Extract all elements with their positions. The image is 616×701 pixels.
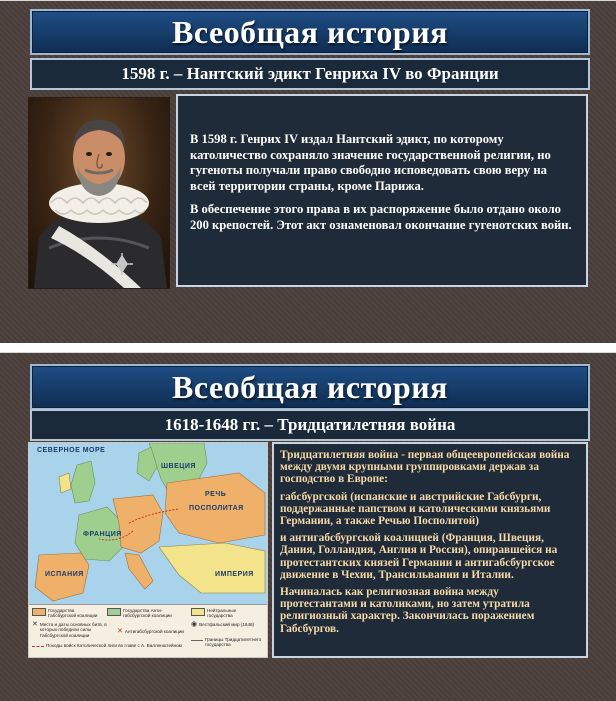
map-label-sea: СЕВЕРНОЕ МОРЕ	[37, 447, 106, 454]
slide-1-subtitle: 1598 г. – Нантский эдикт Генриха IV во Франции	[30, 58, 590, 90]
legend-item	[117, 629, 187, 634]
legend-text: Границы Тридцатилетнего государства	[205, 637, 262, 648]
legend-item	[191, 622, 263, 627]
legend-item	[107, 608, 185, 619]
paragraph: Тридцатилетняя война - первая общеевропейская война между двумя крупными группировками держав за господство в Европе:	[280, 449, 570, 486]
paragraph: Начиналась как религиозная война между протестантами и католиками, но затем утратила религиозный характер. Закончилась поражением Габсбургов.	[280, 586, 535, 635]
campaign-arrow-icon	[32, 646, 44, 647]
slide-2-text-box	[272, 442, 588, 658]
map-label-pospolitaya: ПОСПОЛИТАЯ	[189, 505, 244, 512]
slide-2-title: Всеобщая история	[30, 364, 590, 410]
legend-item	[32, 608, 102, 619]
boundary-line-icon	[191, 640, 203, 641]
battle-icon: ✕	[32, 621, 38, 628]
paragraph: В обеспечение этого права в их распоряжение было отдано около 200 крепостей. Этот акт ознаменовал окончание гугенотских войн.	[190, 202, 572, 232]
europe-map	[28, 442, 268, 658]
map-label-rech: РЕЧЬ	[205, 491, 227, 498]
slide-1	[0, 0, 616, 344]
map-label-sweden: ШВЕЦИЯ	[161, 463, 196, 470]
paragraph: В 1598 г. Генрих IV издал Нантский эдикт, по которому католичество сохраняло значение государственной религии, но гугеноты получали право свободно исповедовать свою веру на всей территории страны, кроме Парижа.	[190, 132, 551, 193]
legend-text: Вестфальский мир (1648)	[199, 622, 255, 627]
legend-swatch	[107, 608, 121, 616]
map-legend	[29, 604, 267, 657]
map-label-imperia: ИМПЕРИЯ	[215, 571, 254, 578]
henri-iv-portrait	[28, 97, 170, 289]
legend-text: Антигабсбургской коалиции	[124, 629, 184, 634]
slide-1-text-box	[176, 94, 588, 287]
anti-battle-icon: ✕	[117, 628, 123, 635]
map-label-france: ФРАНЦИЯ	[83, 531, 122, 538]
slide-divider	[0, 343, 616, 352]
legend-item	[191, 637, 263, 648]
paragraph: и антигабсбургской коалицией (Франция, Швеция, Дания, Голландия, Англия и Россия), опиравшейся на протестантских князей Германии и антигабсбургское движение в Чехии, Трансильвании и Италии.	[280, 532, 558, 581]
slide-2	[0, 352, 616, 701]
portrait-image	[29, 98, 169, 288]
legend-text: Государства Габсбургской коалиции	[48, 608, 98, 619]
legend-swatch	[191, 608, 205, 616]
legend-item	[32, 643, 182, 648]
slide-1-title: Всеобщая история	[30, 9, 590, 55]
treaty-icon: ◉	[191, 621, 198, 628]
slide-2-subtitle: 1618-1648 гг. – Тридцатилетняя война	[30, 409, 590, 441]
map-image	[29, 443, 267, 605]
legend-text: Нейтральные государства	[207, 608, 237, 619]
paragraph: габсбургской (испанские и австрийские Габсбурги, поддержанные папством и католическими князьями Германии, а также Речью Посполитой)	[280, 490, 551, 528]
legend-item	[191, 608, 263, 619]
legend-text: Походы войск Католической лиги во главе с А. Валленштейном	[46, 643, 182, 648]
map-label-spain: ИСПАНИЯ	[45, 571, 84, 578]
legend-item	[32, 622, 112, 638]
legend-text: Государства Анти-габсбургской коалиции	[123, 608, 172, 619]
legend-text: Места и даты основных битв, в которых победили силы Габсбургской коалиции	[39, 622, 107, 638]
legend-swatch	[32, 608, 46, 616]
